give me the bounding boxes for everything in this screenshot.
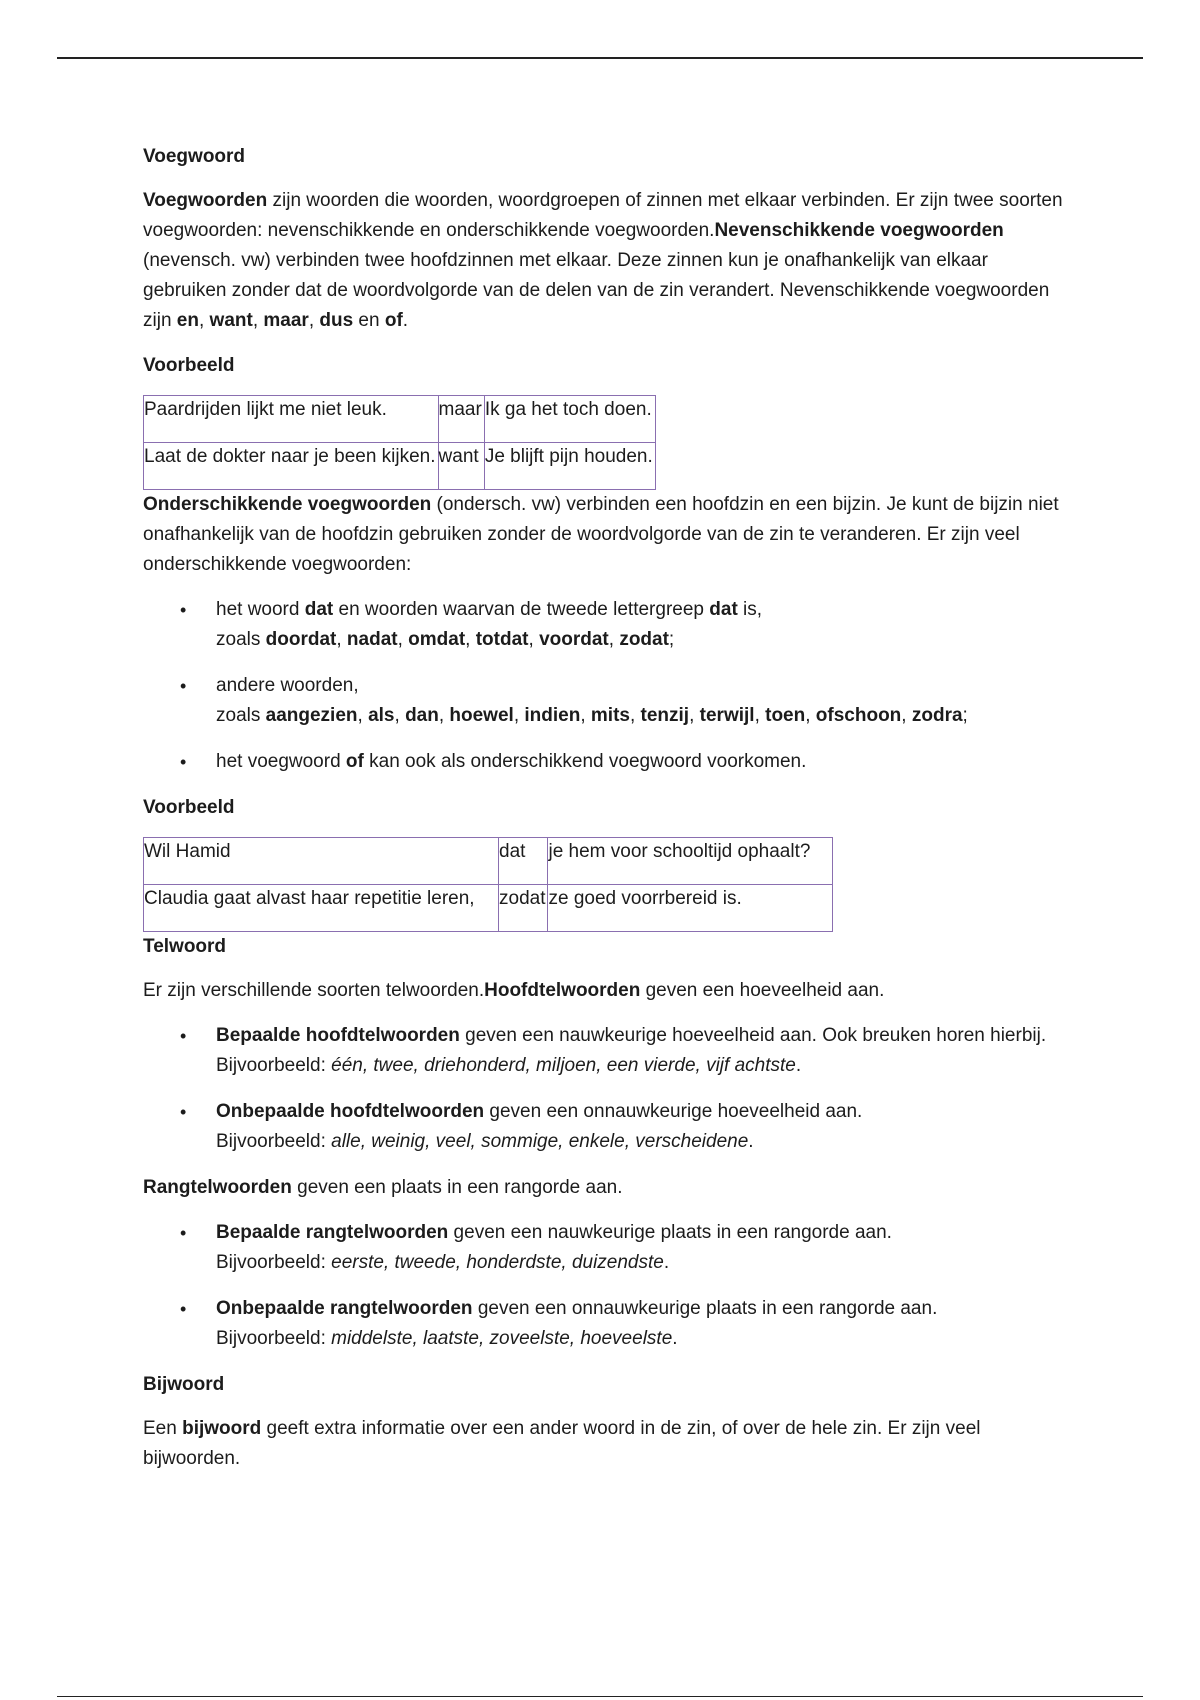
table-cell: je hem voor schooltijd ophaalt? [548,838,833,885]
hoofdtelwoorden-list [143,1021,1073,1157]
table-row [144,838,833,885]
sep: , [901,705,912,726]
term-onderschikkende: Onderschikkende voegwoorden [143,494,432,515]
sep: , [252,310,264,331]
word: of [345,751,364,772]
text: het woord [216,599,305,620]
text: andere woorden, [216,675,359,696]
list-item [216,1021,1073,1081]
term: Onbepaalde rangtelwoorden [216,1298,473,1319]
term-rangtelwoorden: Rangtelwoorden [143,1177,292,1198]
example-table-onderschikkend [143,837,833,932]
onderschikkend-list [143,595,1073,777]
table-row [144,885,833,932]
word-dus: dus [319,310,354,331]
word-indien: indien [524,705,581,726]
heading-voegwoord: Voegwoord [143,146,246,167]
bijwoord-intro [143,1414,1073,1474]
word-tenzij: tenzij [640,705,690,726]
sep: , [754,705,766,726]
term: Bepaalde hoofdtelwoorden [216,1025,460,1046]
word: nadat [346,629,398,650]
sep: , [397,629,409,650]
term-hoofdtelwoorden: Hoofdtelwoorden [484,980,641,1001]
word-mits: mits [590,705,630,726]
word: dat [709,599,738,620]
text: Bijvoorbeeld: [216,1131,332,1152]
sep: , [336,629,347,650]
sep: , [608,629,620,650]
text: Een [143,1418,183,1439]
sep: , [689,705,700,726]
word-terwijl: terwijl [699,705,755,726]
sep: , [438,705,450,726]
text: . [663,1252,670,1273]
table-row [144,443,656,490]
footer-rule [57,1696,1143,1697]
term-nevenschikkende: Nevenschikkende voegwoorden [714,220,1004,241]
table-row [144,396,656,443]
sep: , [465,629,476,650]
examples: middelste, laatste, zoveelste, hoeveelste [331,1328,673,1349]
example-table-nevenschikkend [143,395,656,490]
sep: , [528,629,540,650]
voegwoord-intro [143,186,1073,336]
word-zodra: zodra [911,705,963,726]
table-cell: maar [438,396,484,443]
text: het voegwoord [216,751,346,772]
examples: eerste, tweede, honderdste, duizendste [331,1252,664,1273]
table-cell: Laat de dokter naar je been kijken. [144,443,439,490]
text: geven een nauwkeurige plaats in een rangorde aan. [448,1222,892,1243]
word-dan: dan [405,705,439,726]
sep: , [394,705,406,726]
word: zodat [619,629,669,650]
text: zoals [216,705,266,726]
list-item [216,1218,1073,1278]
word-want: want [209,310,253,331]
word-toen: toen [765,705,806,726]
text: geven een nauwkeurige hoeveelheid aan. Ook breuken horen hierbij. Bijvoorbeeld: [216,1025,1047,1076]
text: zijn woorden die woorden, woordgroepen of zinnen met elkaar verbinden. Er zijn twee soorten voegwoorden: nevenschikkende en onderschikkende voegwoorden. [143,190,1063,241]
sep: , [513,705,525,726]
sep: . [402,310,409,331]
list-item [216,671,1073,731]
text: geven een onnauwkeurige hoeveelheid aan. [484,1101,863,1122]
table-cell: Claudia gaat alvast haar repetitie leren, [144,885,499,932]
word-en: en [176,310,199,331]
word-list [266,705,968,726]
onderschikkend-intro [143,490,1073,580]
text: . [672,1328,678,1349]
list-item [216,1294,1073,1354]
word: totdat [475,629,529,650]
text: is, [737,599,763,620]
text: geeft extra informatie over een ander woord in de zin, of over de hele zin. Er zijn veel bijwoorden. [143,1418,981,1469]
text: geven een hoeveelheid aan. [640,980,885,1001]
text: zoals [216,629,266,650]
examples: alle, weinig, veel, sommige, enkele, verscheidene [331,1131,749,1152]
term: Bepaalde rangtelwoorden [216,1222,449,1243]
text: . [795,1055,802,1076]
text: kan ook als onderschikkend voegwoord voorkomen. [363,751,807,772]
sep: , [357,705,369,726]
word-hoewel: hoewel [449,705,514,726]
heading-voorbeeld-2: Voorbeeld [143,797,235,818]
term-bijwoord: bijwoord [182,1418,262,1439]
heading-voorbeeld-1: Voorbeeld [143,355,235,376]
table-cell: dat [499,838,548,885]
word-aangezien: aangezien [265,705,358,726]
word-of: of [384,310,403,331]
heading-telwoord: Telwoord [143,936,227,957]
text: Bijvoorbeeld: [216,1328,332,1349]
document-body [143,142,1073,1489]
rangtelwoorden-intro [143,1173,1073,1203]
rangtelwoorden-list [143,1218,1073,1354]
text: (nevensch. vw) verbinden twee hoofdzinnen met elkaar. Deze zinnen kun je onafhankelijk van elkaar gebruiken zonder dat de woordvolgorde van de delen van de zin verandert. Nevenschikkende voegwoorden zijn [143,250,1050,331]
term-voegwoorden: Voegwoorden [143,190,268,211]
sep: , [580,705,591,726]
word: voordat [539,629,609,650]
text: (ondersch. vw) verbinden een hoofdzin en een bijzin. Je kunt de bijzin niet onafhankelijk van de hoofdzin gebruiken zonder de woordvolgorde van de zin te veranderen. Er zijn veel onderschikkende voegwoorden: [143,494,1059,575]
list-item [216,1097,1073,1157]
header-rule [57,57,1143,59]
list-item [216,595,1073,655]
text: Er zijn verschillende soorten telwoorden. [143,980,485,1001]
telwoord-intro [143,976,1073,1006]
word-maar: maar [263,310,309,331]
sep: , [805,705,816,726]
table-cell: Wil Hamid [144,838,499,885]
word: doordat [265,629,337,650]
word: dat [304,599,334,620]
table-cell: zodat [499,885,548,932]
text: en woorden waarvan de tweede lettergreep [333,599,710,620]
word-als: als [368,705,395,726]
table-cell: ze goed voorrbereid is. [548,885,833,932]
text: geven een plaats in een rangorde aan. [291,1177,623,1198]
table-cell: Paardrijden lijkt me niet leuk. [144,396,439,443]
sep: , [308,310,320,331]
term: Onbepaalde hoofdtelwoorden [216,1101,485,1122]
heading-bijwoord: Bijwoord [143,1374,225,1395]
table-cell: want [438,443,484,490]
sep: , [198,310,210,331]
word-ofschoon: ofschoon [815,705,902,726]
sep: ; [962,705,968,726]
word: omdat [408,629,466,650]
table-cell: Ik ga het toch doen. [484,396,655,443]
text: . [748,1131,754,1152]
examples: één, twee, driehonderd, miljoen, een vierde, vijf achtste [331,1055,796,1076]
sep: , [629,705,641,726]
table-cell: Je blijft pijn houden. [484,443,655,490]
text: geven een onnauwkeurige plaats in een rangorde aan. [472,1298,938,1319]
sep: en [353,310,385,331]
list-item [216,747,1073,777]
text: Bijvoorbeeld: [216,1252,332,1273]
sep: ; [668,629,675,650]
